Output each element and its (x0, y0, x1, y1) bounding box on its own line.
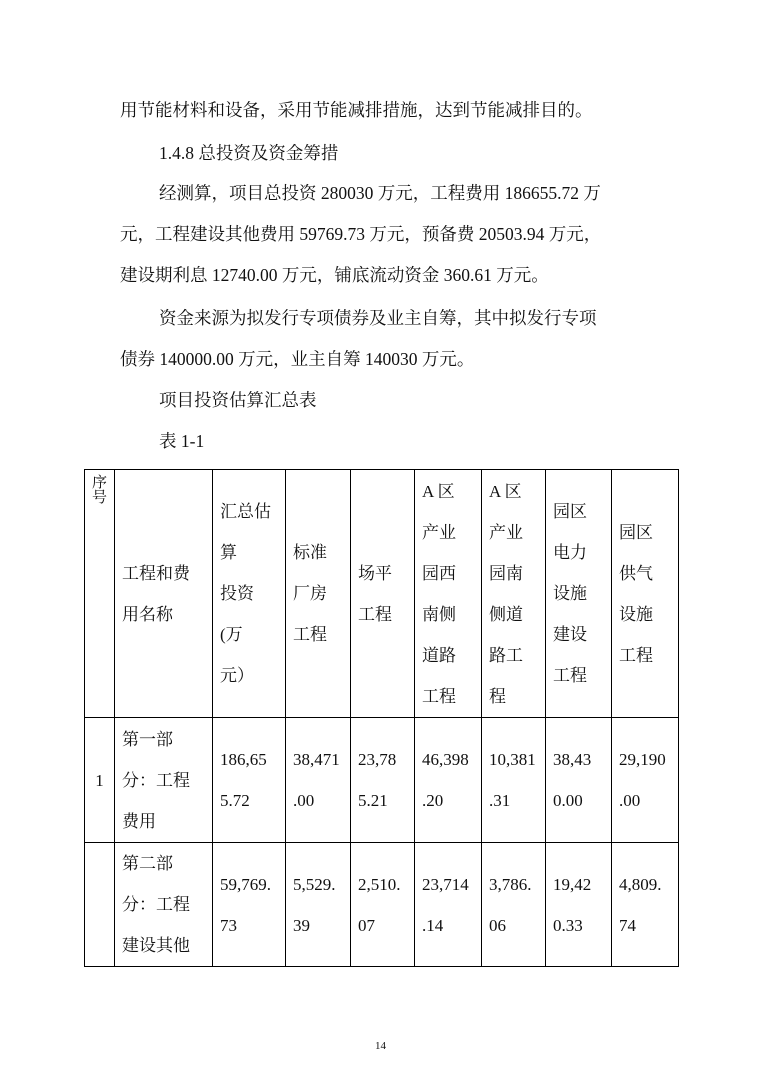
paragraph-1: 用节能材料和设备，采用节能减排措施，达到节能减排目的。 (120, 100, 593, 120)
table-cell: 2,510. 07 (351, 843, 415, 967)
table-cell: 10,381 .31 (482, 718, 546, 843)
section-heading: 1.4.8 总投资及资金筹措 (159, 143, 339, 163)
table-cell: 第二部 分：工程 建设其他 (115, 843, 213, 967)
header-cell: 汇总估 算 投资 (万 元） (213, 470, 286, 718)
table-cell (85, 843, 115, 967)
paragraph-3-line-1: 资金来源为拟发行专项债券及业主自筹，其中拟发行专项 (159, 308, 597, 328)
investment-summary-table (84, 469, 679, 967)
table-cell: 186,65 5.72 (213, 718, 286, 843)
table-cell: 19,42 0.33 (546, 843, 612, 967)
header-cell: A 区 产业 园南 侧道 路工 程 (482, 470, 546, 718)
table-cell: 5,529. 39 (286, 843, 351, 967)
header-cell: 场平 工程 (351, 470, 415, 718)
table-cell: 59,769. 73 (213, 843, 286, 967)
table-cell: 4,809. 74 (612, 843, 679, 967)
table-cell: 38,471 .00 (286, 718, 351, 843)
paragraph-3-line-2: 债券 140000.00 万元，业主自筹 140030 万元。 (120, 349, 475, 369)
table-cell: 38,43 0.00 (546, 718, 612, 843)
table-row (85, 718, 679, 843)
page-number: 14 (375, 1040, 386, 1052)
table-cell: 23,78 5.21 (351, 718, 415, 843)
paragraph-2-line-2: 元，工程建设其他费用 59769.73 万元，预备费 20503.94 万元， (120, 224, 602, 244)
table-cell: 第一部 分：工程 费用 (115, 718, 213, 843)
header-cell: 工程和费 用名称 (115, 470, 213, 718)
header-cell: 序 号 (85, 470, 115, 718)
table-cell: 23,714 .14 (415, 843, 482, 967)
table-number: 表 1-1 (159, 431, 205, 451)
table-cell: 3,786. 06 (482, 843, 546, 967)
table-row (85, 843, 679, 967)
header-cell: A 区 产业 园西 南侧 道路 工程 (415, 470, 482, 718)
header-cell: 园区 电力 设施 建设 工程 (546, 470, 612, 718)
table-cell: 29,190 .00 (612, 718, 679, 843)
paragraph-2-line-1: 经测算，项目总投资 280030 万元，工程费用 186655.72 万 (159, 183, 601, 203)
table-cell: 1 (85, 718, 115, 843)
table-title: 项目投资估算汇总表 (159, 390, 317, 410)
paragraph-2-line-3: 建设期利息 12740.00 万元，铺底流动资金 360.61 万元。 (120, 265, 549, 285)
header-cell: 园区 供气 设施 工程 (612, 470, 679, 718)
table-cell: 46,398 .20 (415, 718, 482, 843)
table-header-row (85, 470, 679, 718)
header-cell: 标准 厂房 工程 (286, 470, 351, 718)
